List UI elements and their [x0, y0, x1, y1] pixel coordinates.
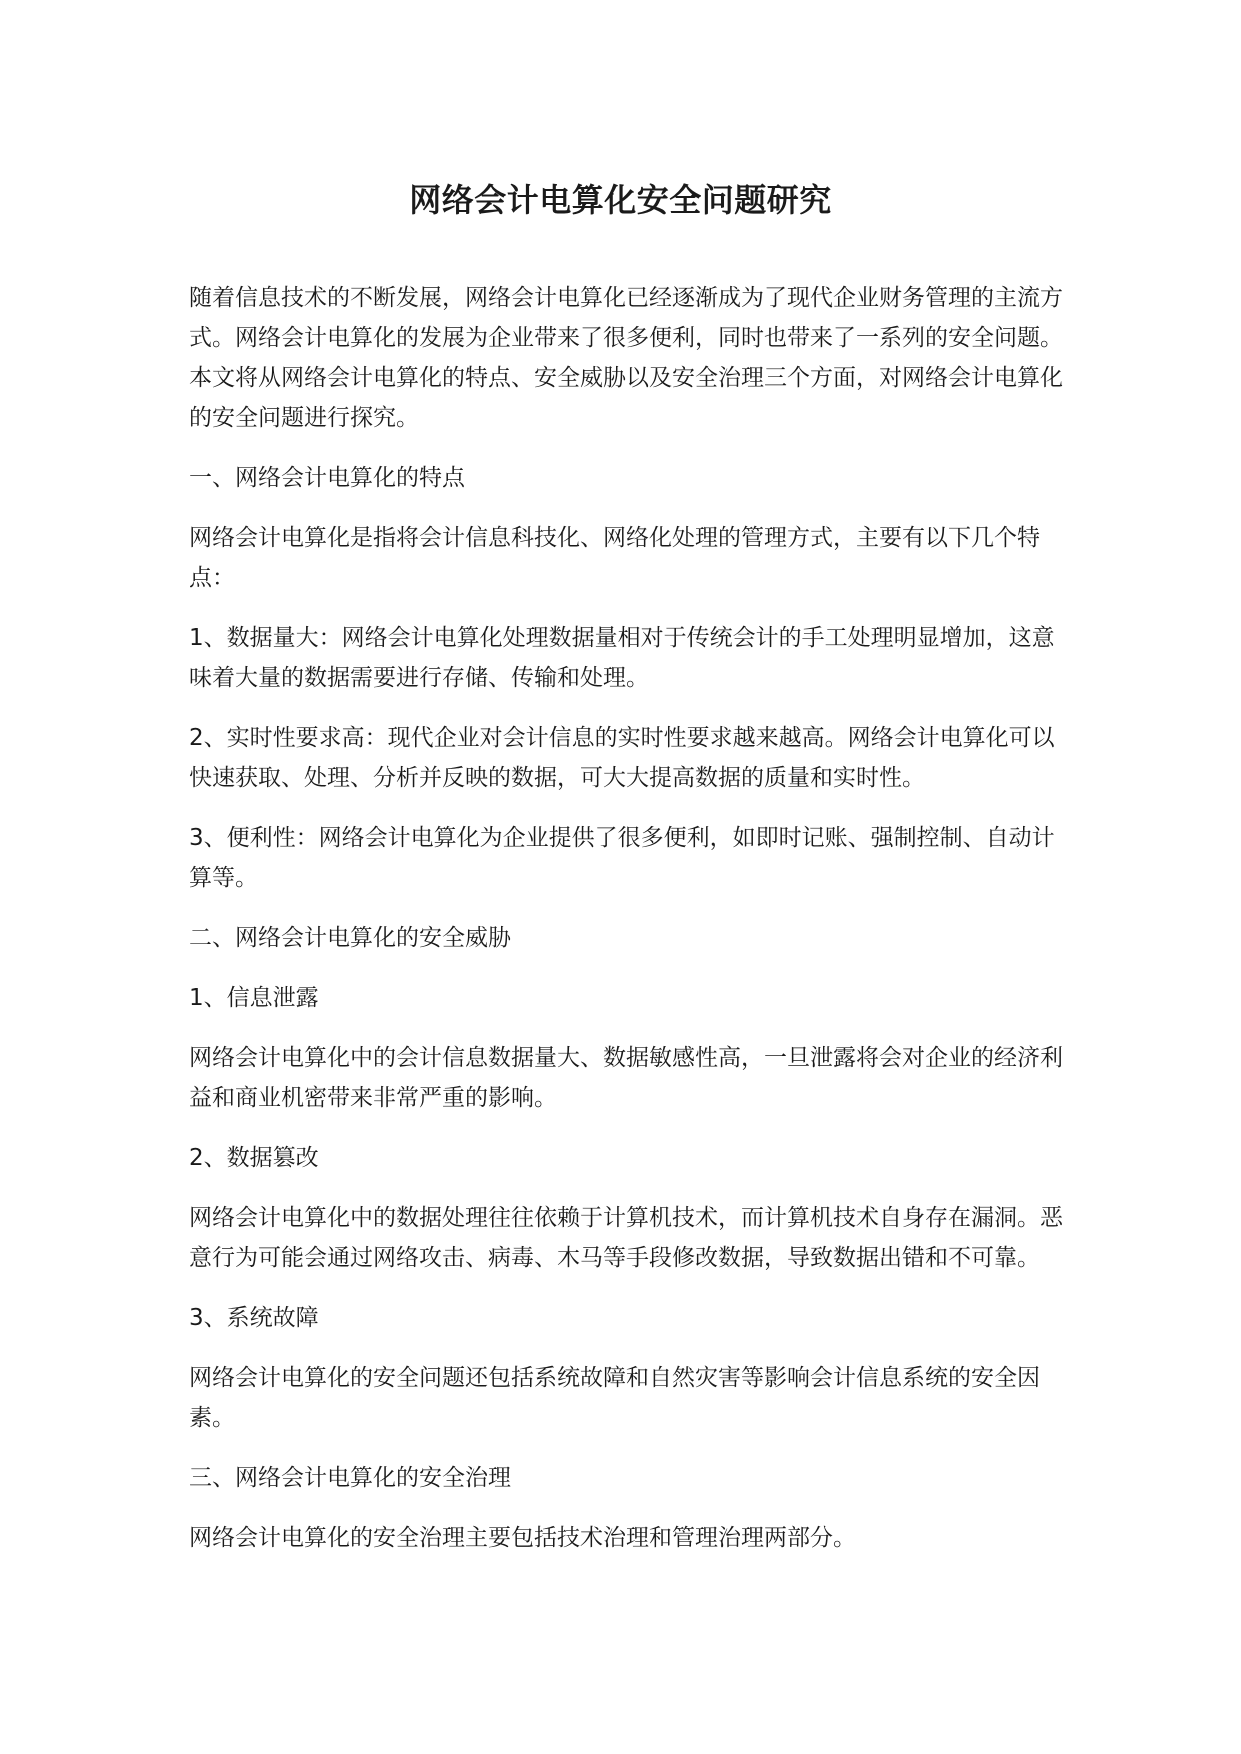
paragraph-threat-3: 网络会计电算化的安全问题还包括系统故障和自然灾害等影响会计信息系统的安全因素。: [189, 1365, 1040, 1431]
section-heading-2: 二、网络会计电算化的安全威胁: [189, 925, 511, 951]
document-title: 网络会计电算化安全问题研究: [409, 181, 832, 219]
paragraph-feature-3: 3、便利性：网络会计电算化为企业提供了很多便利，如即时记账、强制控制、自动计算等。: [189, 825, 1055, 891]
subheading-threat-1: 1、信息泄露: [189, 985, 319, 1011]
paragraph-threat-1: 网络会计电算化中的会计信息数据量大、数据敏感性高，一旦泄露将会对企业的经济利益和商业机密带来非常严重的影响。: [189, 1045, 1063, 1111]
subheading-threat-2: 2、数据篡改: [189, 1145, 319, 1171]
paragraph-intro: 随着信息技术的不断发展，网络会计电算化已经逐渐成为了现代企业财务管理的主流方式。网络会计电算化的发展为企业带来了很多便利，同时也带来了一系列的安全问题。本文将从网络会计电算化的特点、安全威胁以及安全治理三个方面，对网络会计电算化的安全问题进行探究。: [189, 285, 1063, 431]
paragraph-governance: 网络会计电算化的安全治理主要包括技术治理和管理治理两部分。: [189, 1525, 856, 1551]
paragraph-feature-1: 1、数据量大：网络会计电算化处理数据量相对于传统会计的手工处理明显增加，这意味着大量的数据需要进行存储、传输和处理。: [189, 625, 1055, 691]
section-heading-1: 一、网络会计电算化的特点: [189, 465, 465, 491]
paragraph-threat-2: 网络会计电算化中的数据处理往往依赖于计算机技术，而计算机技术自身存在漏洞。恶意行为可能会通过网络攻击、病毒、木马等手段修改数据，导致数据出错和不可靠。: [189, 1205, 1063, 1271]
subheading-threat-3: 3、系统故障: [189, 1305, 319, 1331]
paragraph-features-intro: 网络会计电算化是指将会计信息科技化、网络化处理的管理方式，主要有以下几个特点：: [189, 525, 1040, 591]
document-body: [189, 278, 1069, 1578]
section-heading-3: 三、网络会计电算化的安全治理: [189, 1465, 511, 1491]
paragraph-feature-2: 2、实时性要求高：现代企业对会计信息的实时性要求越来越高。网络会计电算化可以快速获取、处理、分析并反映的数据，可大大提高数据的质量和实时性。: [189, 725, 1055, 791]
